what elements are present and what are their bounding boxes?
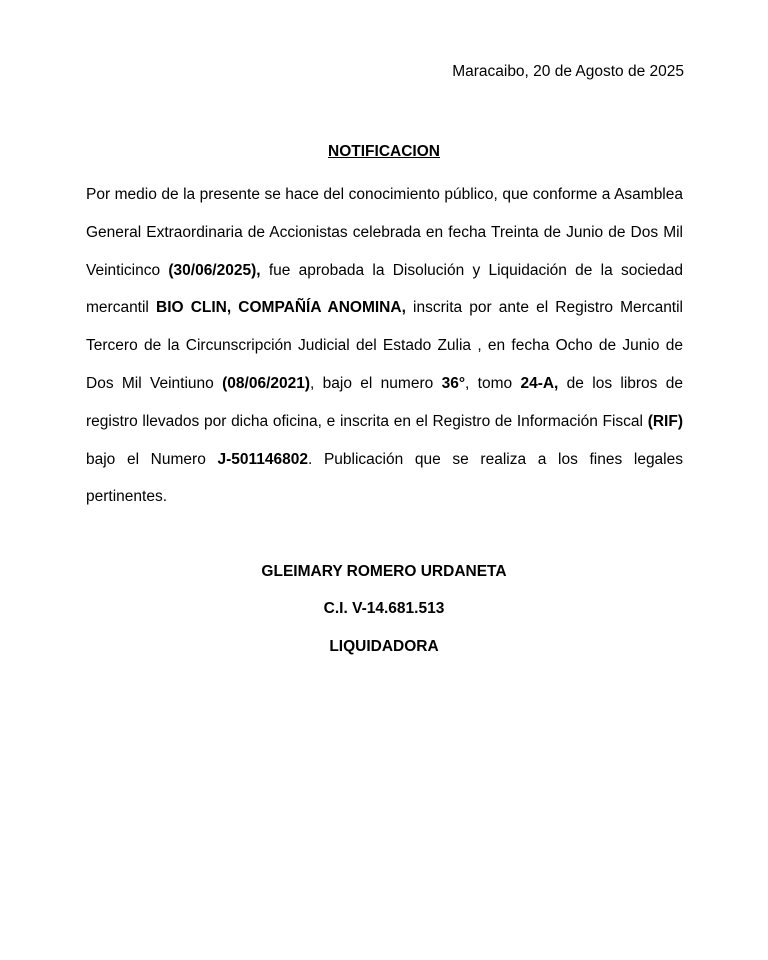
body-text-1: Por medio de la presente se hace del conocimiento público, que conforme a Asamblea General Extraordinaria de Accionistas celebrada en fecha Treinta de Junio de Dos Mil Veinticinco: [86, 186, 683, 279]
registry-volume: 24-A,: [520, 374, 559, 392]
signatory-name: GLEIMARY ROMERO URDANETA: [261, 563, 507, 580]
company-name: BIO CLIN, COMPAÑÍA ANOMINA,: [156, 299, 406, 317]
signatory-role: LIQUIDADORA: [329, 638, 439, 655]
body-text-4: , bajo el numero: [310, 374, 442, 392]
rif-label: (RIF): [647, 412, 683, 430]
rif-number: J-501146802: [217, 450, 308, 468]
body-text-6: de los libros de registro llevados por dicha oficina, e inscrita en el Registro de Información Fiscal: [86, 374, 683, 430]
registry-number: 36°: [441, 374, 466, 392]
body-text-5: , tomo: [465, 374, 521, 392]
body-text-8: . Publicación que se realiza a los fines legales pertinentes.: [86, 450, 683, 506]
registration-date: (08/06/2021): [222, 374, 311, 392]
notification-body: [86, 176, 683, 516]
signatory-id: C.I. V-14.681.513: [323, 600, 445, 617]
body-text-3: inscrita por ante el Registro Mercantil Tercero de la Circunscripción Judicial del Estado Zulia , en fecha Ocho de Junio de Dos Mil Veintiuno: [86, 299, 684, 392]
notification-heading: NOTIFICACION: [328, 143, 440, 160]
body-text-7: bajo el Numero: [86, 450, 218, 468]
date-line: Maracaibo, 20 de Agosto de 2025: [452, 63, 684, 80]
assembly-date: (30/06/2025),: [168, 261, 261, 279]
body-text-2: fue aprobada la Disolución y Liquidación de la sociedad mercantil: [86, 261, 683, 317]
